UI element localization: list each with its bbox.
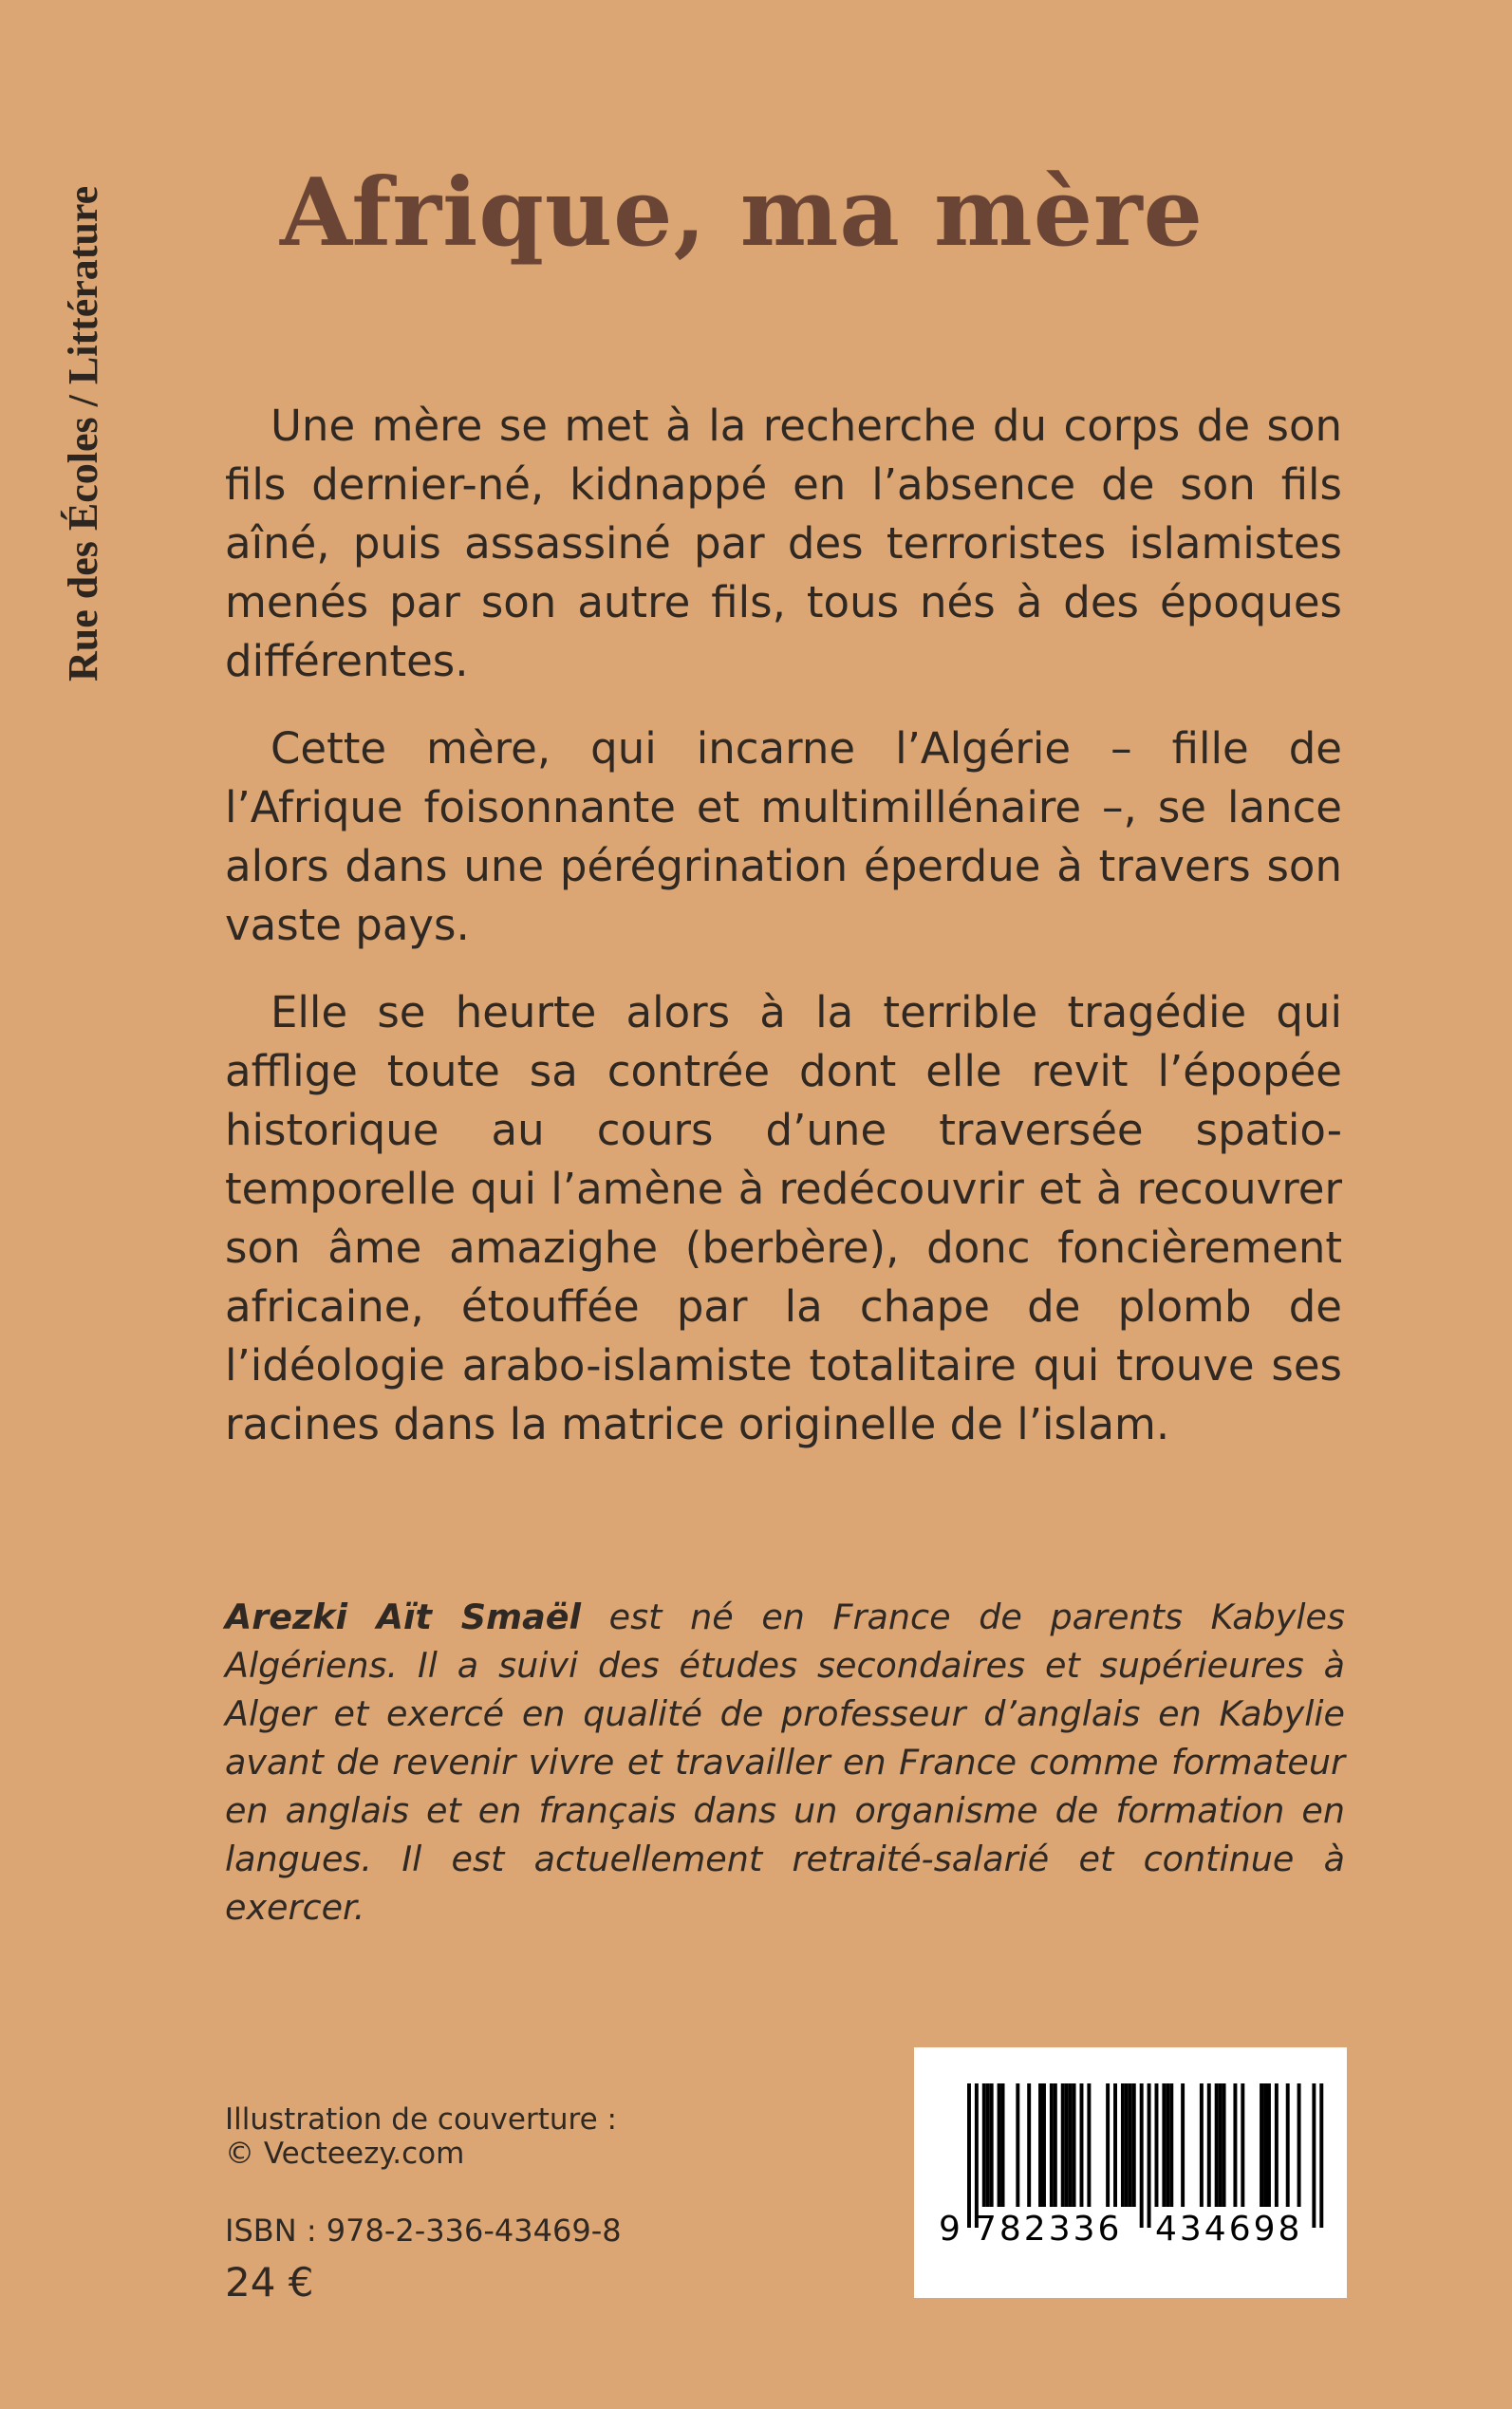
barcode-bar — [1263, 2083, 1267, 2207]
barcode-bar — [1286, 2083, 1290, 2207]
barcode-bar — [1087, 2083, 1091, 2207]
barcode-bar — [1275, 2083, 1279, 2207]
barcode-bar — [1113, 2083, 1117, 2207]
barcode-bar — [1080, 2083, 1084, 2207]
barcode-bar — [1207, 2083, 1211, 2207]
barcode-bar — [1073, 2083, 1076, 2207]
barcode-bar — [1162, 2083, 1166, 2207]
barcode-bar — [1054, 2083, 1057, 2207]
barcode-bar — [1241, 2083, 1244, 2207]
barcode-first-digit: 9 — [939, 2210, 963, 2249]
author-bio — [225, 1593, 1345, 1932]
isbn: ISBN : 978-2-336-43469-8 — [225, 2213, 622, 2249]
barcode-bar — [998, 2083, 1001, 2207]
barcode-bar — [1215, 2083, 1219, 2207]
barcode-bar — [1061, 2083, 1065, 2207]
barcode-bar — [1260, 2083, 1263, 2207]
barcode-bar — [1132, 2083, 1136, 2207]
illustration-source: © Vecteezy.com — [225, 2137, 465, 2171]
barcode — [914, 2047, 1347, 2298]
barcode-bar — [967, 2083, 971, 2228]
barcode-bar — [1121, 2083, 1125, 2207]
illustration-credits — [225, 2102, 617, 2171]
illustration-label: Illustration de couverture : — [225, 2102, 617, 2137]
barcode-bar — [1219, 2083, 1223, 2207]
barcode-bar — [1297, 2083, 1301, 2207]
barcode-digits — [939, 2209, 1337, 2250]
price: 24 € — [225, 2259, 314, 2306]
barcode-bar — [1065, 2083, 1069, 2207]
author-bio-text: est né en France de parents Kabyles Algériens. Il a suivi des études secondaires et supérieures à Alger et exercé en qualité de professeur d’anglais en Kabylie avant de revenir vivre et travailler en France comme formateur en anglais et en français dans un organisme de formation en langues. Il est actuellement retraité-salarié et continue à exercer. — [225, 1597, 1346, 1928]
barcode-right-group: 434698 — [1155, 2210, 1303, 2249]
barcode-bar — [1223, 2083, 1226, 2207]
barcode-bar — [1016, 2083, 1019, 2207]
synopsis-paragraph-2: Cette mère, qui incarne l’Algérie – fille de l’Afrique foisonnante et multimillénaire –, se lance alors dans une pérégrination éperdue à travers son vaste pays. — [225, 723, 1342, 950]
barcode-bar — [1155, 2083, 1159, 2207]
barcode-bar — [1200, 2083, 1204, 2207]
barcode-bar — [990, 2083, 994, 2207]
barcode-bar — [1312, 2083, 1316, 2228]
barcode-bar — [1042, 2083, 1046, 2207]
barcode-bar — [975, 2083, 979, 2228]
synopsis-paragraph-3: Elle se heurte alors à la terrible tragédie qui afflige toute sa contrée dont elle revit l’épopée historique au cours d’une traversée spatio-temporelle qui l’amène à redécouvrir et à recouvrer son âme amazighe (berbère), donc foncièrement africaine, étouffée par la chape de plomb de l’idéologie arabo-islamiste totalitaire qui trouve ses racines dans la matrice originelle de l’islam. — [225, 987, 1342, 1449]
barcode-bar — [1129, 2083, 1132, 2207]
barcode-bar — [1166, 2083, 1169, 2207]
synopsis — [225, 397, 1342, 1483]
barcode-bar — [1169, 2083, 1173, 2207]
barcode-bars — [914, 2047, 1347, 2298]
barcode-bar — [982, 2083, 986, 2207]
author-name: Arezki Aït Smaël — [225, 1597, 581, 1637]
collection-name: Rue des Écoles / Littérature — [60, 185, 106, 682]
barcode-left-group: 782336 — [975, 2210, 1123, 2249]
barcode-bar — [1050, 2083, 1054, 2207]
book-title: Afrique, ma mère — [280, 159, 1204, 268]
barcode-bar — [1148, 2083, 1151, 2228]
synopsis-paragraph-1: Une mère se met à la recherche du corps de son fils dernier-né, kidnappé en l’absence de son fils aîné, puis assassiné par des terroristes islamistes menés par son autre fils, tous nés à des époques différentes. — [225, 401, 1342, 686]
barcode-bar — [1069, 2083, 1073, 2207]
barcode-bar — [1319, 2083, 1323, 2228]
barcode-bar — [1267, 2083, 1271, 2207]
barcode-bar — [1125, 2083, 1129, 2207]
barcode-bar — [1001, 2083, 1005, 2207]
barcode-bar — [986, 2083, 990, 2207]
barcode-bar — [1038, 2083, 1042, 2207]
barcode-bar — [1027, 2083, 1031, 2207]
barcode-bar — [1233, 2083, 1237, 2207]
barcode-bar — [1106, 2083, 1110, 2207]
barcode-bar — [1140, 2083, 1144, 2228]
barcode-bar — [1181, 2083, 1185, 2207]
